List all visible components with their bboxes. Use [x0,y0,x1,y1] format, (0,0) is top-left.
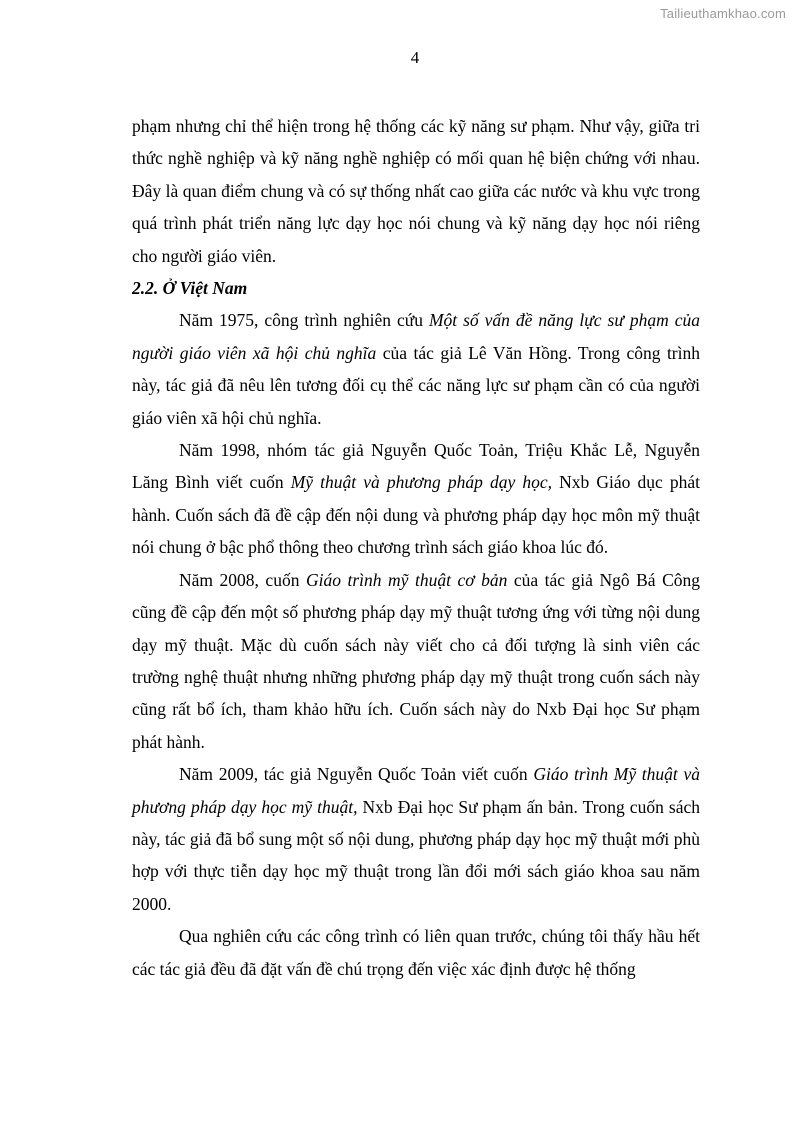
section-heading: 2.2. Ở Việt Nam [132,278,248,299]
paragraph-1975 [132,304,700,434]
paragraph-conclusion: Qua nghiên cứu các công trình có liên quan trước, chúng tôi thấy hầu hết các tác giả đều đã đặt vấn đề chú trọng đến việc xác định được hệ thống [132,926,700,979]
paragraph-text: Năm 2008, cuốn [179,569,306,590]
book-title: Một số vấn đề năng lực sư phạm của người giáo viên xã hội chủ nghĩa [132,310,700,363]
paragraph-1998 [132,434,700,564]
paragraph-text: của tác giả Ngô Bá Công cũng đề cập đến một số phương pháp dạy mỹ thuật tương ứng với từng nội dung dạy mỹ thuật. Mặc dù cuốn sách này viết cho cả đối tượng là sinh viên các trường nghệ thuật nhưng những phương pháp dạy mỹ thuật trong cuốn sách này cũng rất bổ ích, tham khảo hữu ích. Cuốn sách này do Nxb Đại học Sư phạm phát hành. [132,569,700,752]
watermark: Tailieuthamkhao.com [660,6,786,21]
paragraph-continuation: phạm nhưng chỉ thể hiện trong hệ thống các kỹ năng sư phạm. Như vậy, giữa tri thức nghề nghiệp và kỹ năng nghề nghiệp có mối quan hệ biện chứng với nhau. Đây là quan điểm chung và có sự thống nhất cao giữa các nước và khu vực trong quá trình phát triển năng lực dạy học nói chung và kỹ năng dạy học nói riêng cho người giáo viên. [132,116,700,266]
book-title: Mỹ thuật và phương pháp dạy học, [290,472,552,493]
paragraph-text: Năm 1998, nhóm tác giả Nguyễn Quốc Toản, Triệu Khắc Lễ, Nguyễn Lăng Bình viết cuốn [132,440,700,493]
paragraph-text: Nxb Đại học Sư phạm ấn bản. Trong cuốn sách này, tác giả đã bổ sung một số nội dung, phương pháp dạy học mỹ thuật mới phù hợp với thực tiễn dạy học mỹ thuật trong lần đổi mới sách giáo khoa sau năm 2000. [132,796,700,914]
paragraph-2008 [132,564,700,758]
paragraph-text: Năm 2009, tác giả Nguyễn Quốc Toản viết cuốn [179,764,534,785]
page-number: 4 [410,48,420,67]
document-body [132,110,700,985]
book-title: Giáo trình mỹ thuật cơ bản [305,569,508,590]
paragraph-text: Năm 1975, công trình nghiên cứu [179,310,429,331]
paragraph-text: của tác giả Lê Văn Hồng. Trong công trình này, tác giả đã nêu lên tương đối cụ thể các năng lực sư phạm cần có của người giáo viên xã hội chủ nghĩa. [132,342,700,428]
book-title: Giáo trình Mỹ thuật và phương pháp dạy học mỹ thuật, [132,764,700,817]
paragraph-text: Nxb Giáo dục phát hành. Cuốn sách đã đề cập đến nội dung và phương pháp dạy học môn mỹ thuật nói chung ở bậc phổ thông theo chương trình sách giáo khoa lúc đó. [132,472,700,558]
paragraph-2009 [132,758,700,920]
